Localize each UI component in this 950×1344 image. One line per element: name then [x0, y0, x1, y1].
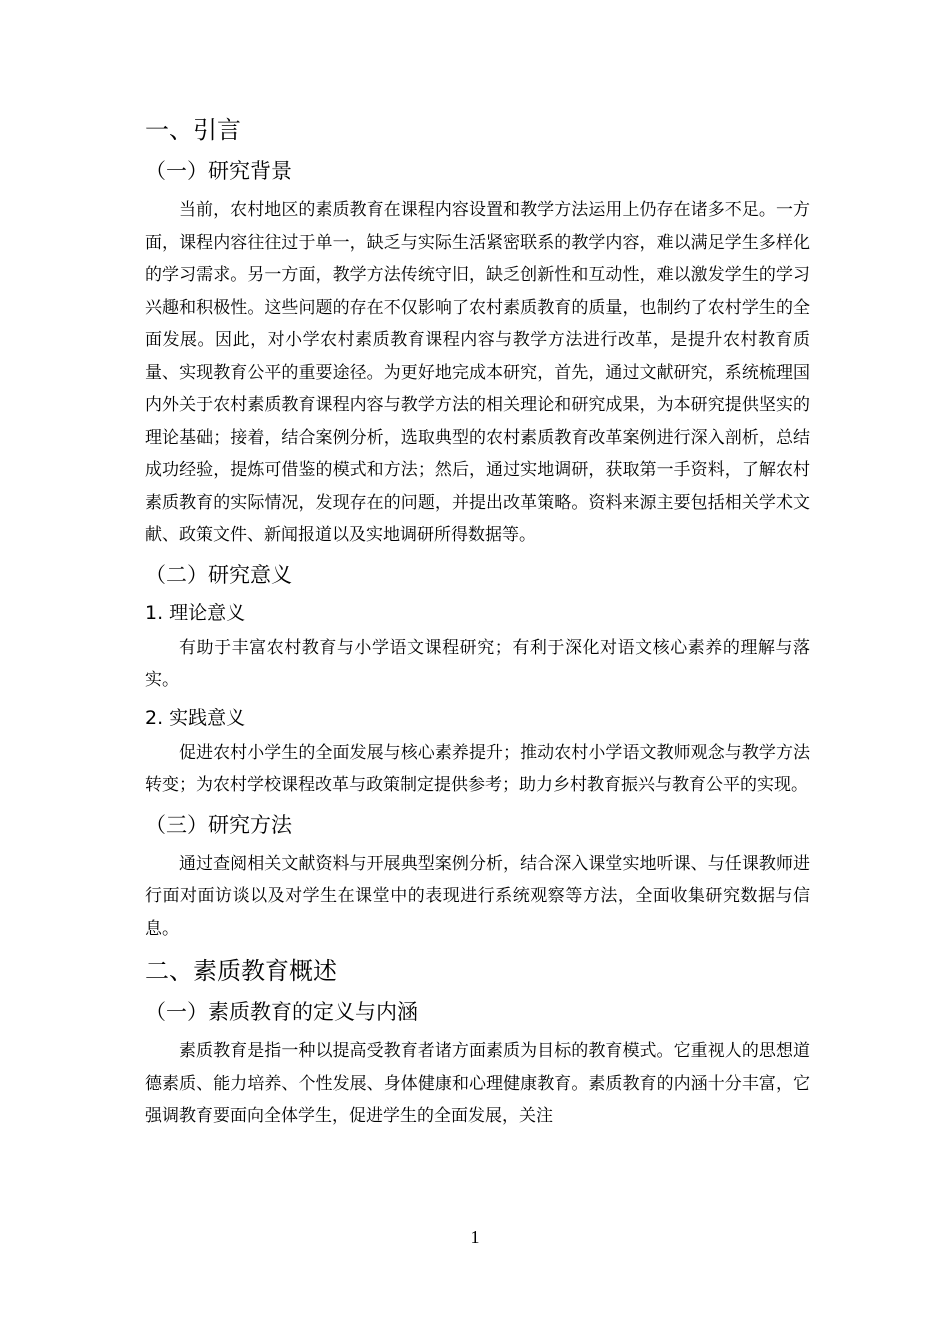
paragraph-practical-significance: 促进农村小学生的全面发展与核心素养提升；推动农村小学语文教师观念与教学方法转变；为农村学校课程改革与政策制定提供参考；助力乡村教育振兴与教育公平的实现。 [145, 742, 810, 795]
page-content [145, 110, 810, 1139]
subsection-heading-research-methods: （三）研究方法 [145, 812, 292, 837]
paragraph-research-background: 当前，农村地区的素质教育在课程内容设置和教学方法运用上仍存在诸多不足。一方面，课程内容往往过于单一，缺乏与实际生活紧密联系的教学内容，难以满足学生多样化的学习需求。另一方面，教学方法传统守旧，缺乏创新性和互动性，难以激发学生的学习兴趣和积极性。这些问题的存在不仅影响了农村素质教育的质量，也制约了农村学生的全面发展。因此，对小学农村素质教育课程内容与教学方法进行改革，是提升农村教育质量、实现教育公平的重要途径。为更好地完成本研究，首先，通过文献研究，系统梳理国内外关于农村素质教育课程内容与教学方法的相关理论和研究成果，为本研究提供坚实的理论基础；接着，结合案例分析，选取典型的农村素质教育改革案例进行深入剖析，总结成功经验，提炼可借鉴的模式和方法；然后，通过实地调研，获取第一手资料，了解农村素质教育的实际情况，发现存在的问题，并提出改革策略。资料来源主要包括相关学术文献、政策文件、新闻报道以及实地调研所得数据等。 [145, 200, 810, 545]
item-heading-theoretical-significance: 1. 理论意义 [145, 601, 246, 624]
subsection-heading-research-background: （一）研究背景 [145, 159, 292, 183]
paragraph-definition-and-connotation: 素质教育是指一种以提高受教育者诸方面素质为目标的教育模式。它重视人的思想道德素质、能力培养、个性发展、身体健康和心理健康教育。素质教育的内涵十分丰富，它强调教育要面向全体学生，促进学生的全面发展，关注 [145, 1041, 810, 1126]
subsection-heading-definition-and-connotation: （一）素质教育的定义与内涵 [145, 1000, 418, 1024]
paragraph-research-methods: 通过查阅相关文献资料与开展典型案例分析，结合深入课堂实地听课、与任课教师进行面对面访谈以及对学生在课堂中的表现进行系统观察等方法，全面收集研究数据与信息。 [145, 853, 810, 939]
paragraph-theoretical-significance: 有助于丰富农村教育与小学语文课程研究；有利于深化对语文核心素养的理解与落实。 [145, 637, 810, 690]
section-heading-quality-education-overview: 二、素质教育概述 [145, 957, 337, 985]
page-number: 1 [470, 1227, 480, 1247]
section-heading-introduction: 一、引言 [145, 116, 241, 144]
item-heading-practical-significance: 2. 实践意义 [145, 706, 246, 729]
subsection-heading-research-significance: （二）研究意义 [145, 562, 292, 587]
